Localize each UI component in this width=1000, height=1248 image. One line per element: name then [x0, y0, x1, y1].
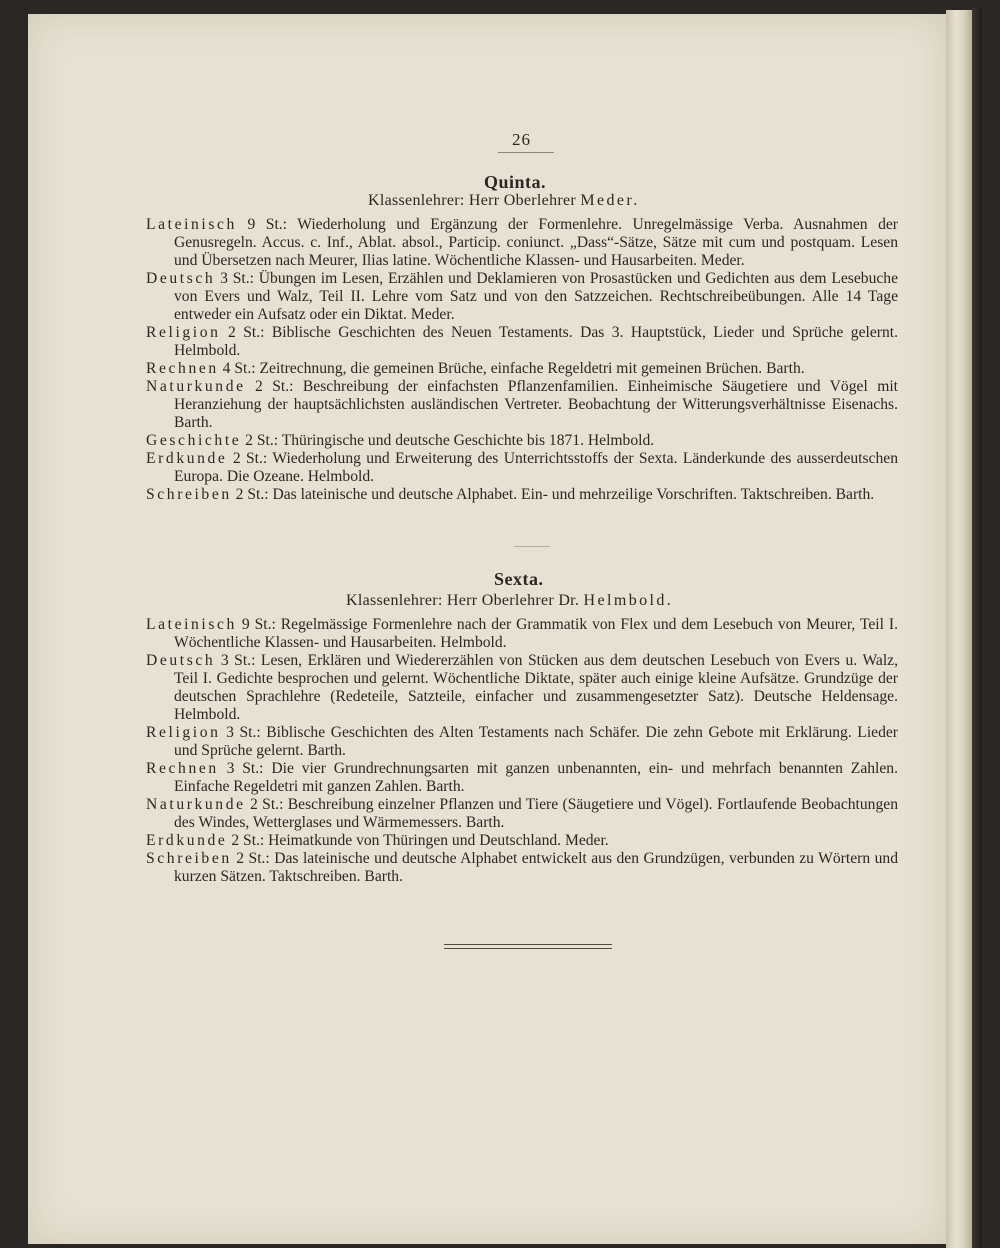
quinta-entry-naturkunde: [146, 378, 898, 432]
subject-name: Rechnen: [146, 360, 219, 377]
sexta-entry-schreiben: [146, 850, 898, 886]
subject-name: Lateinisch: [146, 616, 237, 633]
subject-name: Deutsch: [146, 270, 216, 287]
quinta-entry-deutsch: [146, 270, 898, 324]
teacher-title: Herr Oberlehrer Dr.: [446, 592, 580, 609]
entry-text: 2 St.: Beschreibung einzelner Pflanzen und Tiere (Säugetiere und Vögel). Fortlaufende Beobachtungen des Windes, Wetterglases und Wärmemessers. Barth.: [174, 796, 898, 831]
entry-text: 2 St.: Heimatkunde von Thüringen und Deutschland. Meder.: [227, 832, 609, 849]
sexta-entry-naturkunde: [146, 796, 898, 832]
quinta-teacher-line: [368, 192, 640, 210]
entry-text: 9 St.: Regelmässige Formenlehre nach der Grammatik von Flex und dem Lesebuch von Meurer, Teil I. Wöchentliche Klassen- und Hausarbeiten. Helmbold.: [174, 616, 898, 651]
page-number: 26: [512, 130, 531, 149]
divider-line: [444, 948, 612, 949]
subject-name: Lateinisch: [146, 216, 237, 233]
entry-text: 2 St.: Biblische Geschichten des Neuen Testaments. Das 3. Hauptstück, Lieder und Sprüche gelernt. Helmbold.: [174, 324, 898, 359]
entry-text: 2 St.: Beschreibung der einfachsten Pflanzenfamilien. Einheimische Säugetiere und Vögel mit Heranziehung der hauptsächlichsten ausländischen Vertreter. Beobachtung der Witterungsverhältnisse Eisenachs. Barth.: [174, 378, 898, 431]
end-divider: [444, 944, 612, 952]
subject-name: Deutsch: [146, 652, 216, 669]
entry-text: 3 St.: Lesen, Erklären und Wiedererzählen von Stücken aus dem deutschen Lesebuch von Evers u. Walz, Teil I. Gedichte besprochen und gelernt. Wöchentliche Diktate, später auch einige kleine Aufsätze. Grundzüge der deutschen Sprachlehre (Redeteile, Satzteile, einfacher und zusammengesetzter Satz). Deutsche Heldensage. Helmbold.: [174, 652, 898, 723]
sexta-entry-religion: [146, 724, 898, 760]
entry-text: 3 St.: Biblische Geschichten des Alten Testaments nach Schäfer. Die zehn Gebote mit Erklärung. Lieder und Sprüche gelernt. Barth.: [174, 724, 898, 759]
entry-text: 9 St.: Wiederholung und Ergänzung der Formenlehre. Unregelmässige Verba. Ausnahmen der Genusregeln. Accus. c. Inf., Ablat. absol., Particip. coniunct. „Dass“-Sätze, Sätze mit cum und postquam. Lesen und Übersetzen nach Meurer, Ilias latine. Wöchentliche Klassen- und Hausarbeiten. Meder.: [174, 216, 898, 269]
sexta-entry-lateinisch: [146, 616, 898, 652]
quinta-entries: [146, 216, 898, 504]
entry-text: 2 St.: Das lateinische und deutsche Alphabet. Ein- und mehrzeilige Vorschriften. Taktschreiben. Barth.: [231, 486, 875, 503]
subject-name: Naturkunde: [146, 796, 246, 813]
subject-name: Erdkunde: [146, 450, 228, 467]
subject-name: Erdkunde: [146, 832, 228, 849]
teacher-label: Klassenlehrer:: [346, 592, 443, 609]
subject-name: Religion: [146, 324, 221, 341]
sexta-heading: Sexta.: [494, 569, 544, 589]
sexta-entry-erdkunde: [146, 832, 898, 850]
sexta-entries: [146, 616, 898, 886]
teacher-name: Helmbold.: [583, 592, 674, 609]
teacher-title: Herr Oberlehrer: [468, 192, 577, 209]
entry-text: 2 St.: Das lateinische und deutsche Alphabet entwickelt aus den Grundzügen, verbunden zu Wörtern und kurzen Sätzen. Taktschreiben. Barth.: [174, 850, 898, 885]
book-spine: [972, 8, 982, 1248]
page-edge: [946, 10, 972, 1248]
subject-name: Naturkunde: [146, 378, 246, 395]
subject-name: Schreiben: [146, 486, 232, 503]
quinta-entry-rechnen: [146, 360, 898, 378]
entry-text: 2 St.: Thüringische und deutsche Geschichte bis 1871. Helmbold.: [241, 432, 655, 449]
sexta-teacher-line: [346, 592, 673, 610]
entry-text: 2 St.: Wiederholung und Erweiterung des Unterrichtsstoffs der Sexta. Länderkunde des ausserdeutschen Europa. Die Ozeane. Helmbold.: [174, 450, 898, 485]
sexta-entry-rechnen: [146, 760, 898, 796]
quinta-entry-schreiben: [146, 486, 898, 504]
subject-name: Geschichte: [146, 432, 242, 449]
entry-text: 3 St.: Übungen im Lesen, Erzählen und Deklamieren von Prosastücken und Gedichten aus dem Lesebuche von Evers und Walz, Teil II. Lehre vom Satz und von den Satzzeichen. Rechtschreibeübungen. Alle 14 Tage entweder ein Aufsatz oder ein Diktat. Meder.: [174, 270, 898, 323]
quinta-entry-geschichte: [146, 432, 898, 450]
subject-name: Rechnen: [146, 760, 219, 777]
subject-name: Schreiben: [146, 850, 232, 867]
page-number-rule: [498, 152, 554, 153]
sexta-entry-deutsch: [146, 652, 898, 724]
subject-name: Religion: [146, 724, 221, 741]
teacher-name: Meder.: [580, 192, 640, 209]
entry-text: 4 St.: Zeitrechnung, die gemeinen Brüche, einfache Regeldetri mit gemeinen Brüchen. Barth.: [218, 360, 805, 377]
quinta-entry-lateinisch: [146, 216, 898, 270]
quinta-entry-erdkunde: [146, 450, 898, 486]
teacher-label: Klassenlehrer:: [368, 192, 465, 209]
quinta-heading: Quinta.: [484, 172, 547, 192]
divider-line: [444, 944, 612, 945]
section-separator: [514, 546, 550, 547]
entry-text: 3 St.: Die vier Grundrechnungsarten mit ganzen unbenannten, ein- und mehrfach benannten Zahlen. Einfache Regeldetri mit ganzen Zahlen. Barth.: [174, 760, 898, 795]
quinta-entry-religion: [146, 324, 898, 360]
